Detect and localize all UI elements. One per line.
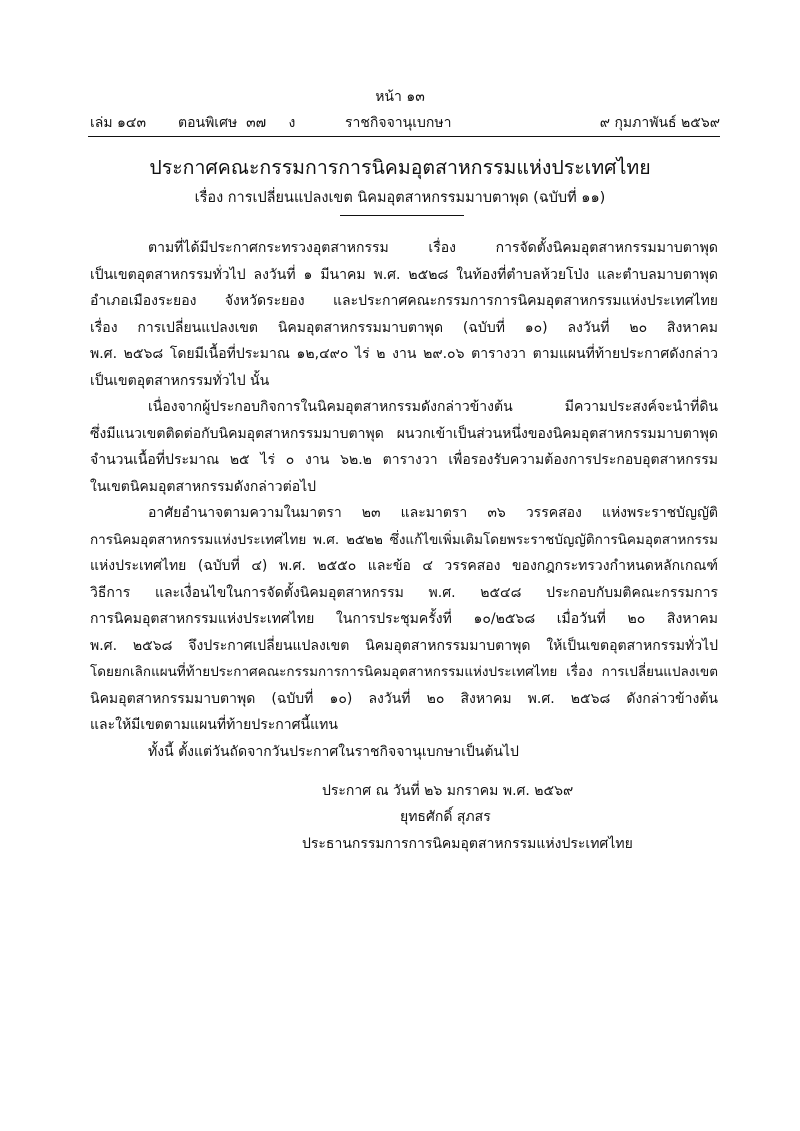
body-line: นิคมอุตสาหกรรมมาบตาพุด (ฉบับที่ ๑๐) ลงวันที่ ๒๐ สิงหาคม พ.ศ. ๒๕๖๘ ดังกล่าวข้างต้น <box>90 691 718 707</box>
body-line: เรื่อง การเปลี่ยนแปลงเขต นิคมอุตสาหกรรมมาบตาพุด (ฉบับที่ ๑๐) ลงวันที่ ๒๐ สิงหาคม <box>90 320 718 336</box>
document-title: ประกาศคณะกรรมการการนิคมอุตสาหกรรมแห่งประเทศไทย <box>149 156 651 179</box>
body-line: เป็นเขตอุตสาหกรรมทั่วไป นั้น <box>90 373 270 389</box>
body-line: ตามที่ได้มีประกาศกระทรวงอุตสาหกรรม เรื่อง การจัดตั้งนิคมอุตสาหกรรมมาบตาพุด <box>148 240 718 256</box>
body-line: ในเขตนิคมอุตสาหกรรมดังกล่าวต่อไป <box>90 479 317 495</box>
body-line: อาศัยอำนาจตามความในมาตรา ๒๓ และมาตรา ๓๖ วรรคสอง แห่งพระราชบัญญัติ <box>148 505 718 521</box>
body-line: แห่งประเทศไทย (ฉบับที่ ๔) พ.ศ. ๒๕๕๐ และข้อ ๔ วรรคสอง ของกฎกระทรวงกำหนดหลักเกณฑ์ <box>90 558 718 574</box>
announcement-date: ประกาศ ณ วันที่ ๒๖ มกราคม พ.ศ. ๒๕๖๙ <box>322 783 574 799</box>
volume-label: เล่ม ๑๔๓ <box>90 115 147 131</box>
issue-label: ตอนพิเศษ ๓๗ ง <box>178 115 296 131</box>
body-line: ซึ่งมีแนวเขตติดต่อกับนิคมอุตสาหกรรมมาบตาพุด ผนวกเข้าเป็นส่วนหนึ่งของนิคมอุตสาหกรรมมาบตาพุด <box>90 426 718 442</box>
gazette-header <box>90 112 720 134</box>
document-subtitle: เรื่อง การเปลี่ยนแปลงเขต นิคมอุตสาหกรรมมาบตาพุด (ฉบับที่ ๑๑) <box>194 190 606 206</box>
gazette-name: ราชกิจจานุเบกษา <box>345 115 452 131</box>
publish-date: ๙ กุมภาพันธ์ ๒๕๖๙ <box>599 115 720 131</box>
header-divider <box>88 136 720 137</box>
signatory-position: ประธานกรรมการการนิคมอุตสาหกรรมแห่งประเทศไทย <box>302 836 633 852</box>
body-line: โดยยกเลิกแผนที่ท้ายประกาศคณะกรรมการการนิคมอุตสาหกรรมแห่งประเทศไทย เรื่อง การเปลี่ยนแปลงเขต <box>90 664 718 680</box>
body-line: ทั้งนี้ ตั้งแต่วันถัดจากวันประกาศในราชกิจจานุเบกษาเป็นต้นไป <box>148 744 519 760</box>
signatory-name: ยุทธศักดิ์ สุภสร <box>400 809 491 825</box>
body-line: การนิคมอุตสาหกรรมแห่งประเทศไทย พ.ศ. ๒๕๒๒ ซึ่งแก้ไขเพิ่มเติมโดยพระราชบัญญัติการนิคมอุตสาหกรรม <box>90 532 718 548</box>
body-line: อำเภอเมืองระยอง จังหวัดระยอง และประกาศคณะกรรมการการนิคมอุตสาหกรรมแห่งประเทศไทย <box>90 293 718 309</box>
body-line: พ.ศ. ๒๕๖๘ จึงประกาศเปลี่ยนแปลงเขต นิคมอุตสาหกรรมมาบตาพุด ให้เป็นเขตอุตสาหกรรมทั่วไป <box>90 638 718 654</box>
body-line: พ.ศ. ๒๕๖๘ โดยมีเนื้อที่ประมาณ ๑๒,๔๙๐ ไร่ ๒ งาน ๒๙.๐๖ ตารางวา ตามแผนที่ท้ายประกาศดังกล่าว <box>90 346 718 362</box>
body-line: การนิคมอุตสาหกรรมแห่งประเทศไทย ในการประชุมครั้งที่ ๑๐/๒๕๖๘ เมื่อวันที่ ๒๐ สิงหาคม <box>90 611 718 627</box>
page-number: หน้า ๑๓ <box>375 89 425 105</box>
title-underline <box>340 215 464 216</box>
body-line: วิธีการ และเงื่อนไขในการจัดตั้งนิคมอุตสาหกรรม พ.ศ. ๒๕๔๘ ประกอบกับมติคณะกรรมการ <box>90 585 718 601</box>
body-line: เป็นเขตอุตสาหกรรมทั่วไป ลงวันที่ ๑ มีนาคม พ.ศ. ๒๕๒๘ ในท้องที่ตำบลห้วยโป่ง และตำบลมาบตาพุด <box>90 267 718 283</box>
body-line: และให้มีเขตตามแผนที่ท้ายประกาศนี้แทน <box>90 717 338 733</box>
body-line: จำนวนเนื้อที่ประมาณ ๒๕ ไร่ ๐ งาน ๖๒.๒ ตารางวา เพื่อรองรับความต้องการประกอบอุตสาหกรรม <box>90 452 718 468</box>
body-line: เนื่องจากผู้ประกอบกิจการในนิคมอุตสาหกรรมดังกล่าวข้างต้น มีความประสงค์จะนำที่ดิน <box>148 399 718 415</box>
